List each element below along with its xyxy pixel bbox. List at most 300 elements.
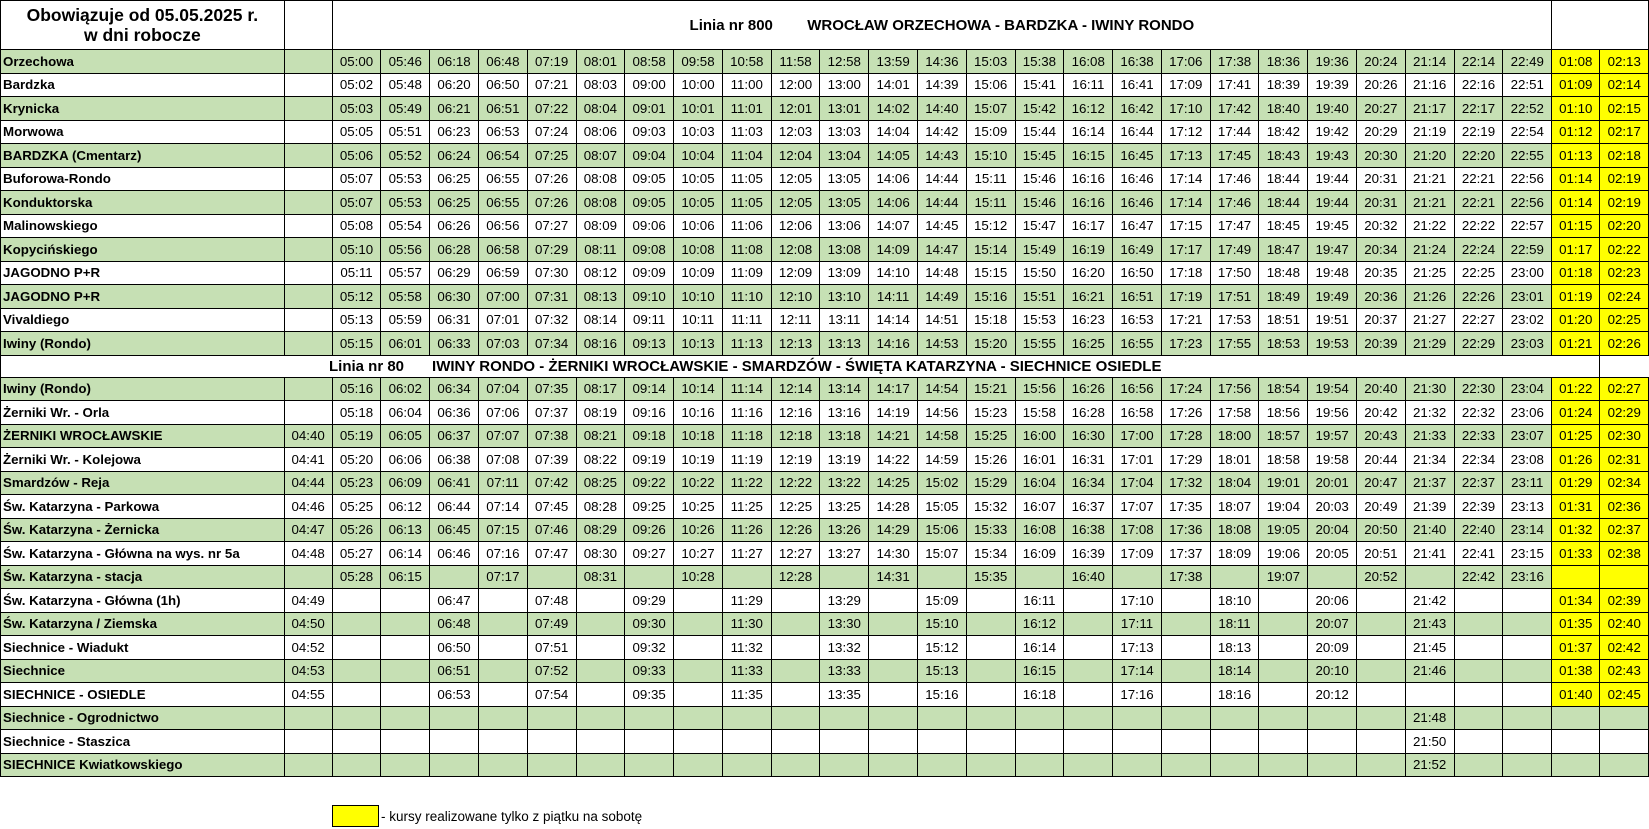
- departure-time-cell: 22:51: [1503, 73, 1552, 97]
- departure-time-cell: 14:39: [917, 73, 966, 97]
- departure-time-cell: 17:09: [1161, 73, 1210, 97]
- departure-time-cell: 08:09: [576, 214, 625, 238]
- departure-time-cell: 13:33: [820, 659, 869, 683]
- departure-time-cell: [869, 659, 918, 683]
- departure-time-cell: 06:51: [478, 97, 527, 121]
- departure-time-cell: 02:23: [1600, 261, 1649, 285]
- departure-time-cell: 07:26: [527, 167, 576, 191]
- departure-time-cell: [1600, 706, 1649, 730]
- departure-time-cell: 20:51: [1357, 542, 1406, 566]
- departure-time-cell: [1113, 706, 1162, 730]
- departure-time-cell: 05:49: [381, 97, 430, 121]
- departure-time-cell: 09:32: [625, 636, 674, 660]
- departure-time-cell: 16:51: [1113, 285, 1162, 309]
- departure-time-cell: 05:13: [332, 308, 381, 332]
- stop-name: Św. Katarzyna - Żernicka: [1, 518, 285, 542]
- departure-time-cell: [332, 753, 381, 777]
- departure-time-cell: 18:49: [1259, 285, 1308, 309]
- departure-time-cell: 13:11: [820, 308, 869, 332]
- departure-time-cell: 21:25: [1405, 261, 1454, 285]
- effective-date-text: Obowiązuje od 05.05.2025 r.: [26, 5, 259, 25]
- departure-time-cell: 15:18: [966, 308, 1015, 332]
- departure-time-cell: 15:21: [966, 377, 1015, 401]
- departure-time-cell: 10:13: [674, 332, 723, 356]
- departure-time-cell: 07:49: [527, 612, 576, 636]
- stop-name: Vivaldiego: [1, 308, 285, 332]
- departure-time-cell: 17:13: [1113, 636, 1162, 660]
- departure-time-cell: 13:29: [820, 589, 869, 613]
- departure-time-cell: [674, 753, 723, 777]
- departure-time-cell: 05:03: [332, 97, 381, 121]
- departure-time-cell: 05:07: [332, 167, 381, 191]
- departure-time-cell: 08:01: [576, 50, 625, 74]
- departure-time-cell: 02:15: [1600, 97, 1649, 121]
- departure-time-cell: 15:26: [966, 448, 1015, 472]
- departure-time-cell: 19:49: [1308, 285, 1357, 309]
- departure-time-cell: 15:33: [966, 518, 1015, 542]
- line-80-title-cell: [1, 355, 1600, 377]
- departure-time-cell: 10:22: [674, 471, 723, 495]
- departure-time-cell: 05:51: [381, 120, 430, 144]
- departure-time-cell: 14:25: [869, 471, 918, 495]
- departure-time-cell: [625, 753, 674, 777]
- departure-time-cell: 16:01: [1015, 448, 1064, 472]
- departure-time-cell: [674, 683, 723, 707]
- departure-time-cell: 17:08: [1113, 518, 1162, 542]
- departure-time-cell: 05:06: [332, 144, 381, 168]
- departure-time-cell: 09:30: [625, 612, 674, 636]
- departure-time-cell: [1552, 753, 1600, 777]
- departure-time-cell: 12:00: [771, 73, 820, 97]
- departure-time-cell: 07:35: [527, 377, 576, 401]
- departure-time-cell: 09:04: [625, 144, 674, 168]
- departure-time-cell: 14:40: [917, 97, 966, 121]
- departure-time-cell: 16:28: [1064, 401, 1113, 425]
- departure-time-cell: 06:37: [430, 424, 479, 448]
- departure-time-cell: 17:28: [1161, 424, 1210, 448]
- departure-time-cell: 22:56: [1503, 191, 1552, 215]
- departure-time-cell: 20:06: [1308, 589, 1357, 613]
- departure-time-cell: 21:43: [1405, 612, 1454, 636]
- departure-time-cell: 13:09: [820, 261, 869, 285]
- departure-time-cell: 06:56: [478, 214, 527, 238]
- departure-time-cell: 06:29: [430, 261, 479, 285]
- line-80-header-row: [1, 355, 1649, 377]
- departure-time-cell: 15:12: [966, 214, 1015, 238]
- departure-time-cell: 16:23: [1064, 308, 1113, 332]
- stop-name: Konduktorska: [1, 191, 285, 215]
- departure-time-cell: 07:08: [478, 448, 527, 472]
- departure-time-cell: 02:40: [1600, 612, 1649, 636]
- stop-name: Siechnice: [1, 659, 285, 683]
- departure-time-cell: 09:27: [625, 542, 674, 566]
- departure-time-cell: [625, 706, 674, 730]
- departure-time-cell: 19:39: [1308, 73, 1357, 97]
- departure-time-cell: 17:00: [1113, 424, 1162, 448]
- departure-time-cell: 07:37: [527, 401, 576, 425]
- departure-time-cell: 22:19: [1454, 120, 1503, 144]
- departure-time-cell: 12:25: [771, 495, 820, 519]
- departure-time-cell: 20:31: [1357, 191, 1406, 215]
- departure-time-cell: 14:28: [869, 495, 918, 519]
- departure-time-cell: 05:53: [381, 191, 430, 215]
- departure-time-cell: [332, 683, 381, 707]
- departure-time-cell: 20:37: [1357, 308, 1406, 332]
- days-text: w dni robocze: [84, 25, 201, 45]
- departure-time-cell: 17:42: [1210, 97, 1259, 121]
- departure-time-cell: 19:44: [1308, 191, 1357, 215]
- departure-time-cell: 10:10: [674, 285, 723, 309]
- departure-time-cell: 14:42: [917, 120, 966, 144]
- departure-time-cell: 21:50: [1405, 730, 1454, 754]
- departure-time-cell: 06:55: [478, 191, 527, 215]
- departure-time-cell: 20:29: [1357, 120, 1406, 144]
- departure-time-cell: 14:43: [917, 144, 966, 168]
- departure-time-cell: 20:31: [1357, 167, 1406, 191]
- departure-time-cell: 06:50: [430, 636, 479, 660]
- departure-time-cell: [1552, 706, 1600, 730]
- departure-time-cell: 16:14: [1015, 636, 1064, 660]
- departure-time-cell: 18:45: [1259, 214, 1308, 238]
- departure-time-cell: [1064, 730, 1113, 754]
- departure-time-cell: 23:13: [1503, 495, 1552, 519]
- departure-time-cell: 20:09: [1308, 636, 1357, 660]
- departure-time-cell: [1210, 753, 1259, 777]
- departure-time-cell: 01:21: [1552, 332, 1600, 356]
- line-800-label: Linia nr 800: [689, 16, 773, 34]
- departure-time-cell: [1503, 730, 1552, 754]
- departure-time-cell: 05:07: [332, 191, 381, 215]
- departure-time-cell: 17:49: [1210, 238, 1259, 262]
- departure-time-cell: 06:23: [430, 120, 479, 144]
- departure-time-cell: [722, 730, 771, 754]
- departure-time-cell: [1161, 730, 1210, 754]
- legend-swatch: [332, 805, 379, 827]
- departure-time-cell: 18:10: [1210, 589, 1259, 613]
- departure-time-cell: 20:43: [1357, 424, 1406, 448]
- departure-time-cell: [284, 565, 332, 589]
- departure-time-cell: 07:26: [527, 191, 576, 215]
- departure-time-cell: 11:30: [722, 612, 771, 636]
- departure-time-cell: 06:05: [381, 424, 430, 448]
- departure-time-cell: 09:13: [625, 332, 674, 356]
- departure-time-cell: 06:58: [478, 238, 527, 262]
- departure-time-cell: 14:05: [869, 144, 918, 168]
- departure-time-cell: 13:14: [820, 377, 869, 401]
- departure-time-cell: 09:35: [625, 683, 674, 707]
- departure-time-cell: 12:14: [771, 377, 820, 401]
- departure-time-cell: 20:04: [1308, 518, 1357, 542]
- departure-time-cell: [1357, 706, 1406, 730]
- departure-time-cell: 15:09: [917, 589, 966, 613]
- departure-time-cell: 17:44: [1210, 120, 1259, 144]
- departure-time-cell: 07:17: [478, 565, 527, 589]
- departure-time-cell: 19:44: [1308, 167, 1357, 191]
- departure-time-cell: [381, 636, 430, 660]
- departure-time-cell: 18:44: [1259, 167, 1308, 191]
- departure-time-cell: 11:06: [722, 214, 771, 238]
- departure-time-cell: 09:05: [625, 167, 674, 191]
- departure-time-cell: 21:37: [1405, 471, 1454, 495]
- departure-time-cell: 21:20: [1405, 144, 1454, 168]
- departure-time-cell: 13:25: [820, 495, 869, 519]
- departure-time-cell: [381, 753, 430, 777]
- departure-time-cell: 23:03: [1503, 332, 1552, 356]
- departure-time-cell: [1161, 683, 1210, 707]
- departure-time-cell: 11:26: [722, 518, 771, 542]
- departure-time-cell: [1357, 589, 1406, 613]
- departure-time-cell: 15:13: [917, 659, 966, 683]
- departure-time-cell: 06:21: [430, 97, 479, 121]
- departure-time-cell: 11:03: [722, 120, 771, 144]
- departure-time-cell: 15:10: [966, 144, 1015, 168]
- stop-name: Buforowa-Rondo: [1, 167, 285, 191]
- departure-time-cell: 17:38: [1210, 50, 1259, 74]
- departure-time-cell: [576, 683, 625, 707]
- departure-time-cell: 23:02: [1503, 308, 1552, 332]
- departure-time-cell: 16:49: [1113, 238, 1162, 262]
- departure-time-cell: 05:23: [332, 471, 381, 495]
- departure-time-cell: 15:55: [1015, 332, 1064, 356]
- departure-time-cell: 16:04: [1015, 471, 1064, 495]
- departure-time-cell: 13:01: [820, 97, 869, 121]
- departure-time-cell: [820, 753, 869, 777]
- departure-time-cell: [1308, 730, 1357, 754]
- departure-time-cell: 02:19: [1600, 191, 1649, 215]
- departure-time-cell: 02:37: [1600, 518, 1649, 542]
- departure-time-cell: 11:25: [722, 495, 771, 519]
- departure-time-cell: [1210, 706, 1259, 730]
- departure-time-cell: 11:11: [722, 308, 771, 332]
- departure-time-cell: 21:48: [1405, 706, 1454, 730]
- departure-time-cell: 22:59: [1503, 238, 1552, 262]
- departure-time-cell: 15:46: [1015, 167, 1064, 191]
- departure-time-cell: [284, 753, 332, 777]
- stop-row: [1, 308, 1649, 332]
- departure-time-cell: 14:59: [917, 448, 966, 472]
- departure-time-cell: 22:55: [1503, 144, 1552, 168]
- departure-time-cell: 07:30: [527, 261, 576, 285]
- departure-time-cell: 11:13: [722, 332, 771, 356]
- departure-time-cell: 01:38: [1552, 659, 1600, 683]
- departure-time-cell: 14:17: [869, 377, 918, 401]
- departure-time-cell: [1161, 589, 1210, 613]
- departure-time-cell: 20:12: [1308, 683, 1357, 707]
- departure-time-cell: [284, 261, 332, 285]
- departure-time-cell: 15:23: [966, 401, 1015, 425]
- departure-time-cell: 17:06: [1161, 50, 1210, 74]
- departure-time-cell: [284, 97, 332, 121]
- departure-time-cell: 11:18: [722, 424, 771, 448]
- departure-time-cell: 16:26: [1064, 377, 1113, 401]
- departure-time-cell: 01:31: [1552, 495, 1600, 519]
- departure-time-cell: 09:06: [625, 214, 674, 238]
- departure-time-cell: 15:35: [966, 565, 1015, 589]
- departure-time-cell: [381, 683, 430, 707]
- departure-time-cell: 04:55: [284, 683, 332, 707]
- stop-row: [1, 753, 1649, 777]
- departure-time-cell: [1064, 753, 1113, 777]
- departure-time-cell: [527, 753, 576, 777]
- departure-time-cell: 17:38: [1161, 565, 1210, 589]
- departure-time-cell: 18:01: [1210, 448, 1259, 472]
- stop-name: Bardzka: [1, 73, 285, 97]
- departure-time-cell: 05:46: [381, 50, 430, 74]
- departure-time-cell: 09:05: [625, 191, 674, 215]
- departure-time-cell: [284, 332, 332, 356]
- departure-time-cell: 06:18: [430, 50, 479, 74]
- departure-time-cell: 01:24: [1552, 401, 1600, 425]
- departure-time-cell: 05:02: [332, 73, 381, 97]
- departure-time-cell: [625, 730, 674, 754]
- departure-time-cell: [1064, 636, 1113, 660]
- departure-time-cell: 17:41: [1210, 73, 1259, 97]
- departure-time-cell: 15:16: [966, 285, 1015, 309]
- departure-time-cell: 17:16: [1113, 683, 1162, 707]
- departure-time-cell: [284, 144, 332, 168]
- departure-time-cell: 01:08: [1552, 50, 1600, 74]
- departure-time-cell: 09:29: [625, 589, 674, 613]
- departure-time-cell: 01:12: [1552, 120, 1600, 144]
- departure-time-cell: 15:16: [917, 683, 966, 707]
- departure-time-cell: 09:22: [625, 471, 674, 495]
- stop-name: Iwiny (Rondo): [1, 377, 285, 401]
- departure-time-cell: 09:14: [625, 377, 674, 401]
- departure-time-cell: 20:32: [1357, 214, 1406, 238]
- departure-time-cell: 14:07: [869, 214, 918, 238]
- departure-time-cell: 09:09: [625, 261, 674, 285]
- departure-time-cell: [1259, 636, 1308, 660]
- departure-time-cell: 18:39: [1259, 73, 1308, 97]
- departure-time-cell: 05:28: [332, 565, 381, 589]
- departure-time-cell: 15:11: [966, 167, 1015, 191]
- departure-time-cell: 21:45: [1405, 636, 1454, 660]
- departure-time-cell: 11:04: [722, 144, 771, 168]
- departure-time-cell: 07:06: [478, 401, 527, 425]
- departure-time-cell: 20:26: [1357, 73, 1406, 97]
- departure-time-cell: [674, 589, 723, 613]
- departure-time-cell: 06:38: [430, 448, 479, 472]
- departure-time-cell: 11:05: [722, 191, 771, 215]
- departure-time-cell: [722, 706, 771, 730]
- stop-name: BARDZKA (Cmentarz): [1, 144, 285, 168]
- departure-time-cell: [722, 753, 771, 777]
- stop-row: [1, 401, 1649, 425]
- departure-time-cell: 11:29: [722, 589, 771, 613]
- departure-time-cell: 07:07: [478, 424, 527, 448]
- departure-time-cell: [1015, 706, 1064, 730]
- departure-time-cell: 14:14: [869, 308, 918, 332]
- departure-time-cell: 17:04: [1113, 471, 1162, 495]
- departure-time-cell: 13:18: [820, 424, 869, 448]
- departure-time-cell: 21:22: [1405, 214, 1454, 238]
- departure-time-cell: 16:19: [1064, 238, 1113, 262]
- header-right-empty-cell: [1552, 1, 1649, 50]
- departure-time-cell: 14:19: [869, 401, 918, 425]
- departure-time-cell: 02:38: [1600, 542, 1649, 566]
- departure-time-cell: [966, 730, 1015, 754]
- departure-time-cell: 08:06: [576, 120, 625, 144]
- departure-time-cell: [771, 612, 820, 636]
- departure-time-cell: 15:25: [966, 424, 1015, 448]
- departure-time-cell: 13:35: [820, 683, 869, 707]
- departure-time-cell: 14:16: [869, 332, 918, 356]
- departure-time-cell: [1454, 753, 1503, 777]
- departure-time-cell: 11:32: [722, 636, 771, 660]
- departure-time-cell: 17:45: [1210, 144, 1259, 168]
- departure-time-cell: 14:06: [869, 191, 918, 215]
- departure-time-cell: 10:27: [674, 542, 723, 566]
- departure-time-cell: 07:52: [527, 659, 576, 683]
- departure-time-cell: 06:20: [430, 73, 479, 97]
- departure-time-cell: [1357, 730, 1406, 754]
- departure-time-cell: 17:23: [1161, 332, 1210, 356]
- departure-time-cell: 10:11: [674, 308, 723, 332]
- departure-time-cell: 09:11: [625, 308, 674, 332]
- departure-time-cell: 22:42: [1454, 565, 1503, 589]
- departure-time-cell: 21:41: [1405, 542, 1454, 566]
- departure-time-cell: [1405, 683, 1454, 707]
- departure-time-cell: 13:32: [820, 636, 869, 660]
- departure-time-cell: [1259, 730, 1308, 754]
- departure-time-cell: 21:17: [1405, 97, 1454, 121]
- departure-time-cell: 07:22: [527, 97, 576, 121]
- departure-time-cell: 12:04: [771, 144, 820, 168]
- departure-time-cell: 05:56: [381, 238, 430, 262]
- departure-time-cell: 17:35: [1161, 495, 1210, 519]
- departure-time-cell: 11:22: [722, 471, 771, 495]
- departure-time-cell: [1503, 589, 1552, 613]
- departure-time-cell: 20:27: [1357, 97, 1406, 121]
- departure-time-cell: [430, 706, 479, 730]
- departure-time-cell: [917, 753, 966, 777]
- departure-time-cell: [1259, 753, 1308, 777]
- departure-time-cell: [966, 612, 1015, 636]
- stop-row: [1, 589, 1649, 613]
- departure-time-cell: 08:04: [576, 97, 625, 121]
- departure-time-cell: 09:33: [625, 659, 674, 683]
- departure-time-cell: 21:16: [1405, 73, 1454, 97]
- departure-time-cell: 14:30: [869, 542, 918, 566]
- departure-time-cell: 11:35: [722, 683, 771, 707]
- departure-time-cell: 16:41: [1113, 73, 1162, 97]
- departure-time-cell: [1113, 730, 1162, 754]
- departure-time-cell: 20:30: [1357, 144, 1406, 168]
- departure-time-cell: 21:24: [1405, 238, 1454, 262]
- departure-time-cell: [869, 706, 918, 730]
- departure-time-cell: 15:07: [966, 97, 1015, 121]
- departure-time-cell: [771, 730, 820, 754]
- departure-time-cell: [478, 589, 527, 613]
- departure-time-cell: 16:50: [1113, 261, 1162, 285]
- departure-time-cell: 17:18: [1161, 261, 1210, 285]
- departure-time-cell: [1552, 730, 1600, 754]
- departure-time-cell: 16:20: [1064, 261, 1113, 285]
- departure-time-cell: 21:26: [1405, 285, 1454, 309]
- departure-time-cell: [478, 753, 527, 777]
- departure-time-cell: [478, 612, 527, 636]
- departure-time-cell: 06:51: [430, 659, 479, 683]
- departure-time-cell: 16:38: [1113, 50, 1162, 74]
- departure-time-cell: 15:58: [1015, 401, 1064, 425]
- departure-time-cell: 17:12: [1161, 120, 1210, 144]
- departure-time-cell: 19:54: [1308, 377, 1357, 401]
- departure-time-cell: 19:06: [1259, 542, 1308, 566]
- departure-time-cell: [576, 589, 625, 613]
- departure-time-cell: 15:29: [966, 471, 1015, 495]
- departure-time-cell: [284, 308, 332, 332]
- departure-time-cell: [381, 730, 430, 754]
